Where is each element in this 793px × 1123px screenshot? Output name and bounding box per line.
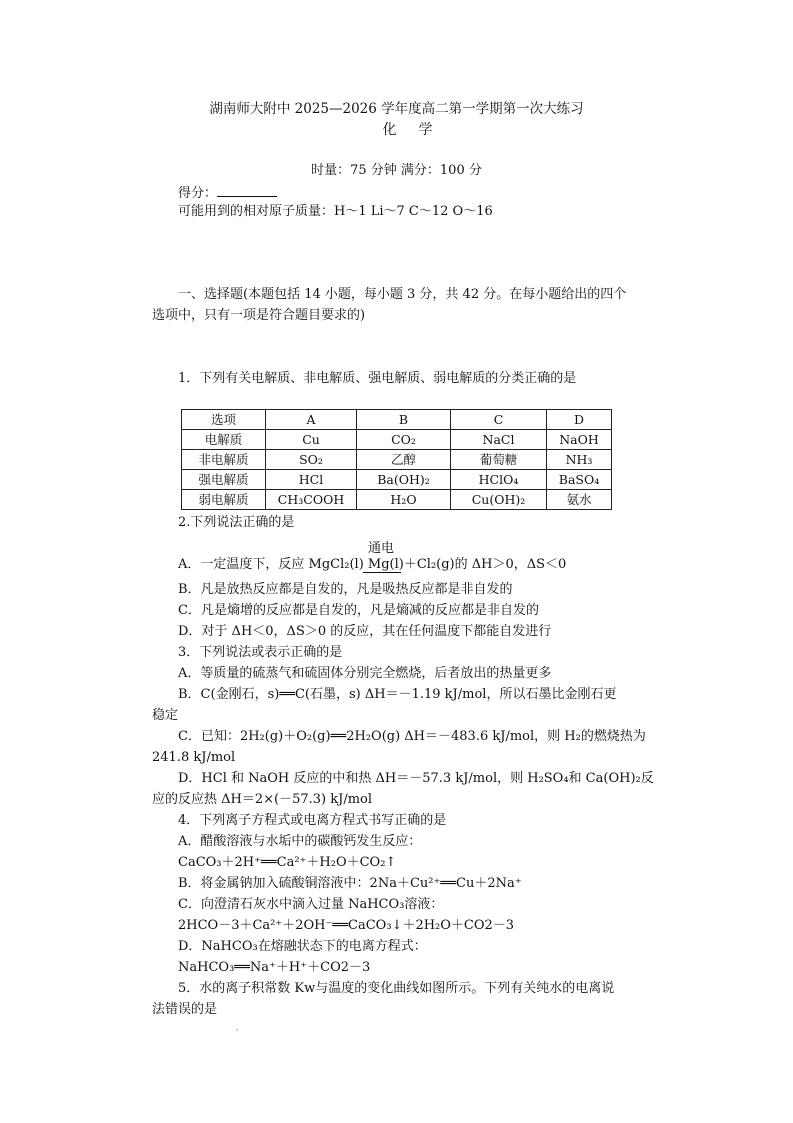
subject-title: 化学 xyxy=(382,122,455,138)
q4-option-b: B．将金属钠加入硫酸铜溶液中：2Na＋Cu²⁺══Cu＋2Na⁺ xyxy=(178,876,522,891)
q3-option-b-line1: B．C(金刚石，s)══C(石墨，s) ΔH＝－1.19 kJ/mol，所以石墨比金刚石更 xyxy=(178,687,617,702)
table-cell: HCl xyxy=(266,470,357,490)
q4-stem: 4．下列离子方程式或电离方程式书写正确的是 xyxy=(178,813,447,828)
q2-option-b: B．凡是放热反应都是自发的，凡是吸热反应都是非自发的 xyxy=(178,582,513,597)
q3-option-c-line1: C．已知：2H₂(g)＋O₂(g)══2H₂O(g) ΔH＝－483.6 kJ/mol，则 H₂的燃烧热为 xyxy=(178,729,646,744)
atomic-masses: 可能用到的相对原子质量：H～1 Li～7 C～12 O～16 xyxy=(178,204,493,219)
table-cell: 非电解质 xyxy=(182,450,266,470)
table-cell: 葡萄糖 xyxy=(451,450,547,470)
table-cell: 氨水 xyxy=(547,490,612,510)
exam-title: 湖南师大附中 2025—2026 学年度高二第一学期第一次大练习 xyxy=(209,101,584,117)
q2-option-d: D．对于 ΔH＜0，ΔS＞0 的反应，其在任何温度下都能自发进行 xyxy=(178,624,552,639)
table-cell: CO₂ xyxy=(357,430,451,450)
score-label: 得分： xyxy=(178,186,218,201)
table-header-cell: 选项 xyxy=(182,410,266,430)
table-cell: SO₂ xyxy=(266,450,357,470)
table-cell: H₂O xyxy=(357,490,451,510)
q4-option-c-line2: 2HCO－3＋Ca²⁺＋2OH⁻══CaCO₃↓＋2H₂O＋CO2－3 xyxy=(178,918,515,933)
q3-option-a: A．等质量的硫蒸气和硫固体分别完全燃烧，后者放出的热量更多 xyxy=(178,666,552,681)
q5-stem-line2: 法错误的是 xyxy=(152,1002,218,1017)
score-blank xyxy=(217,182,277,197)
table-cell: HClO₄ xyxy=(451,470,547,490)
q3-option-b-line2: 稳定 xyxy=(152,708,179,723)
table-header-cell: C xyxy=(451,410,547,430)
table-cell: Cu xyxy=(266,430,357,450)
q2-stem: 2.下列说法正确的是 xyxy=(178,515,295,530)
table-cell: 强电解质 xyxy=(182,470,266,490)
table-cell: 乙醇 xyxy=(357,450,451,470)
q2-option-a: A．一定温度下，反应 MgCl₂(l) Mg(l)＋Cl₂(g)的 ΔH＞0，ΔS＜0 xyxy=(178,557,567,572)
q3-option-c-line2: 241.8 kJ/mol xyxy=(152,750,236,765)
table-cell: Cu(OH)₂ xyxy=(451,490,547,510)
table-cell: CH₃COOH xyxy=(266,490,357,510)
table-cell: NaOH xyxy=(547,430,612,450)
q4-option-a-line1: A．醋酸溶液与水垢中的碳酸钙发生反应： xyxy=(178,834,422,849)
q4-option-a-line2: CaCO₃＋2H⁺══Ca²⁺＋H₂O＋CO₂↑ xyxy=(178,855,397,870)
q3-option-d-line1: D．HCl 和 NaOH 反应的中和热 ΔH＝－57.3 kJ/mol，则 H₂SO₄和 Ca(OH)₂反 xyxy=(178,771,654,786)
score-line xyxy=(178,182,277,203)
table-header-row xyxy=(182,410,612,430)
speck-mark xyxy=(236,1029,238,1031)
q4-option-d-line2: NaHCO₃══Na⁺＋H⁺＋CO2－3 xyxy=(178,960,371,975)
table-cell: 电解质 xyxy=(182,430,266,450)
q3-stem: 3．下列说法或表示正确的是 xyxy=(178,645,343,660)
section1-line2: 选项中，只有一项是符合题目要求的) xyxy=(152,308,366,323)
q5-stem-line1: 5．水的离子积常数 Kw与温度的变化曲线如图所示。下列有关纯水的电离说 xyxy=(178,981,615,996)
table-header-cell: B xyxy=(357,410,451,430)
table-row xyxy=(182,450,612,470)
section1-line1: 一、选择题(本题包括 14 小题，每小题 3 分，共 42 分。在每小题给出的四个 xyxy=(178,287,627,302)
q1-table xyxy=(181,409,612,510)
table-header-cell: D xyxy=(547,410,612,430)
q4-option-c-line1: C．向澄清石灰水中滴入过量 NaHCO₃溶液： xyxy=(178,897,444,912)
q2-option-c: C．凡是熵增的反应都是自发的，凡是熵减的反应都是非自发的 xyxy=(178,603,539,618)
table-cell: BaSO₄ xyxy=(547,470,612,490)
table-row xyxy=(182,430,612,450)
q1-stem: 1．下列有关电解质、非电解质、强电解质、弱电解质的分类正确的是 xyxy=(178,371,577,386)
table-cell: 弱电解质 xyxy=(182,490,266,510)
q2-arrow-label: 通电 xyxy=(368,541,395,556)
table-header-cell: A xyxy=(266,410,357,430)
table-cell: Ba(OH)₂ xyxy=(357,470,451,490)
q4-option-d-line1: D．NaHCO₃在熔融状态下的电离方程式： xyxy=(178,939,427,954)
table-row xyxy=(182,470,612,490)
q3-option-d-line2: 应的反应热 ΔH＝2×(－57.3) kJ/mol xyxy=(152,792,373,807)
table-cell: NH₃ xyxy=(547,450,612,470)
table-cell: NaCl xyxy=(451,430,547,450)
table-row xyxy=(182,490,612,510)
time-score-info: 时量：75 分钟 满分：100 分 xyxy=(311,163,482,178)
